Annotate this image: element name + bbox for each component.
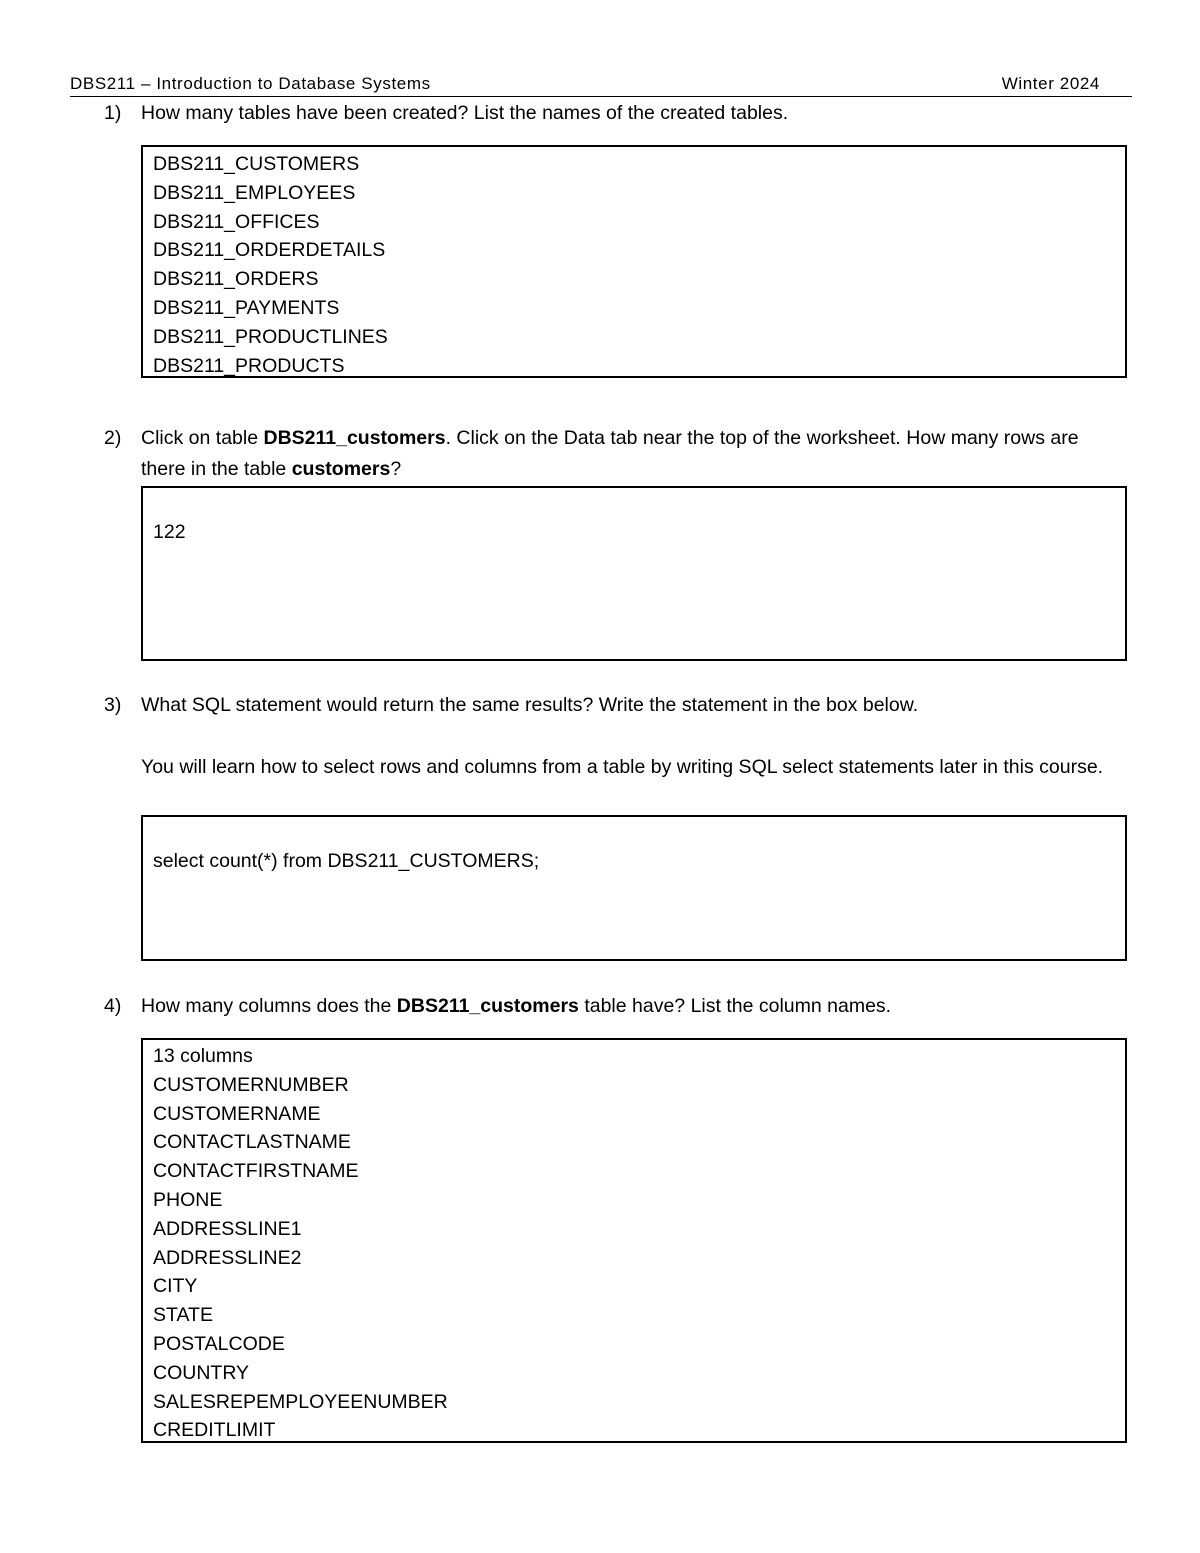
page-header (70, 72, 1132, 97)
answer-box-4 (141, 1038, 1127, 1443)
answer-line: SALESREPEMPLOYEENUMBER (153, 1390, 448, 1413)
question-2 (104, 423, 1114, 485)
answer-line: 13 columns (153, 1045, 253, 1067)
answer-line: COUNTRY (153, 1361, 250, 1384)
answer-line: DBS211_PRODUCTLINES (153, 325, 388, 348)
answer-value: 122 (153, 521, 186, 543)
question-number: 4) (104, 995, 122, 1017)
question-4 (104, 991, 1114, 1022)
answer-line: DBS211_ORDERS (153, 268, 319, 291)
answer-line: CONTACTFIRSTNAME (153, 1160, 359, 1183)
answer-line: CUSTOMERNUMBER (153, 1073, 349, 1096)
answer-line: DBS211_PAYMENTS (153, 296, 340, 319)
course-title: DBS211 – Introduction to Database Systems (70, 74, 431, 93)
question-text: How many tables have been created? List the names of the created tables. (141, 102, 789, 124)
answer-line: POSTALCODE (153, 1332, 285, 1355)
answer-line: DBS211_EMPLOYEES (153, 181, 356, 204)
answer-line: CITY (153, 1275, 198, 1298)
question-number: 2) (104, 427, 122, 449)
question-number: 3) (104, 694, 122, 716)
question-1 (104, 98, 1114, 129)
answer-line: DBS211_CUSTOMERS (153, 153, 360, 175)
answer-line: DBS211_OFFICES (153, 210, 320, 233)
answer-box-2 (141, 486, 1127, 661)
question-text: How many columns does the DBS211_customers table have? List the column names. (141, 995, 892, 1017)
answer-box-3 (141, 815, 1127, 961)
answer-line: CONTACTLASTNAME (153, 1131, 351, 1154)
answer-line: ADDRESSLINE1 (153, 1217, 302, 1240)
answer-line: DBS211_PRODUCTS (153, 354, 345, 377)
question-text: What SQL statement would return the same results? Write the statement in the box below. (141, 694, 919, 716)
answer-box-1 (141, 145, 1127, 378)
answer-sql: select count(*) from DBS211_CUSTOMERS; (153, 850, 540, 872)
question-note: You will learn how to select rows and columns from a table by writing SQL select statements later in this course. (141, 756, 1104, 778)
answer-line: PHONE (153, 1188, 223, 1211)
question-text: Click on table DBS211_customers. Click on the Data tab near the top of the worksheet. How many rows are there in the table customers? (141, 427, 1079, 480)
question-3 (104, 690, 1114, 783)
term-label: Winter 2024 (1001, 74, 1100, 93)
answer-line: STATE (153, 1304, 213, 1327)
answer-line: CUSTOMERNAME (153, 1102, 321, 1125)
answer-line: CREDITLIMIT (153, 1419, 276, 1442)
question-number: 1) (104, 102, 122, 124)
answer-line: ADDRESSLINE2 (153, 1246, 302, 1269)
answer-line: DBS211_ORDERDETAILS (153, 239, 386, 262)
